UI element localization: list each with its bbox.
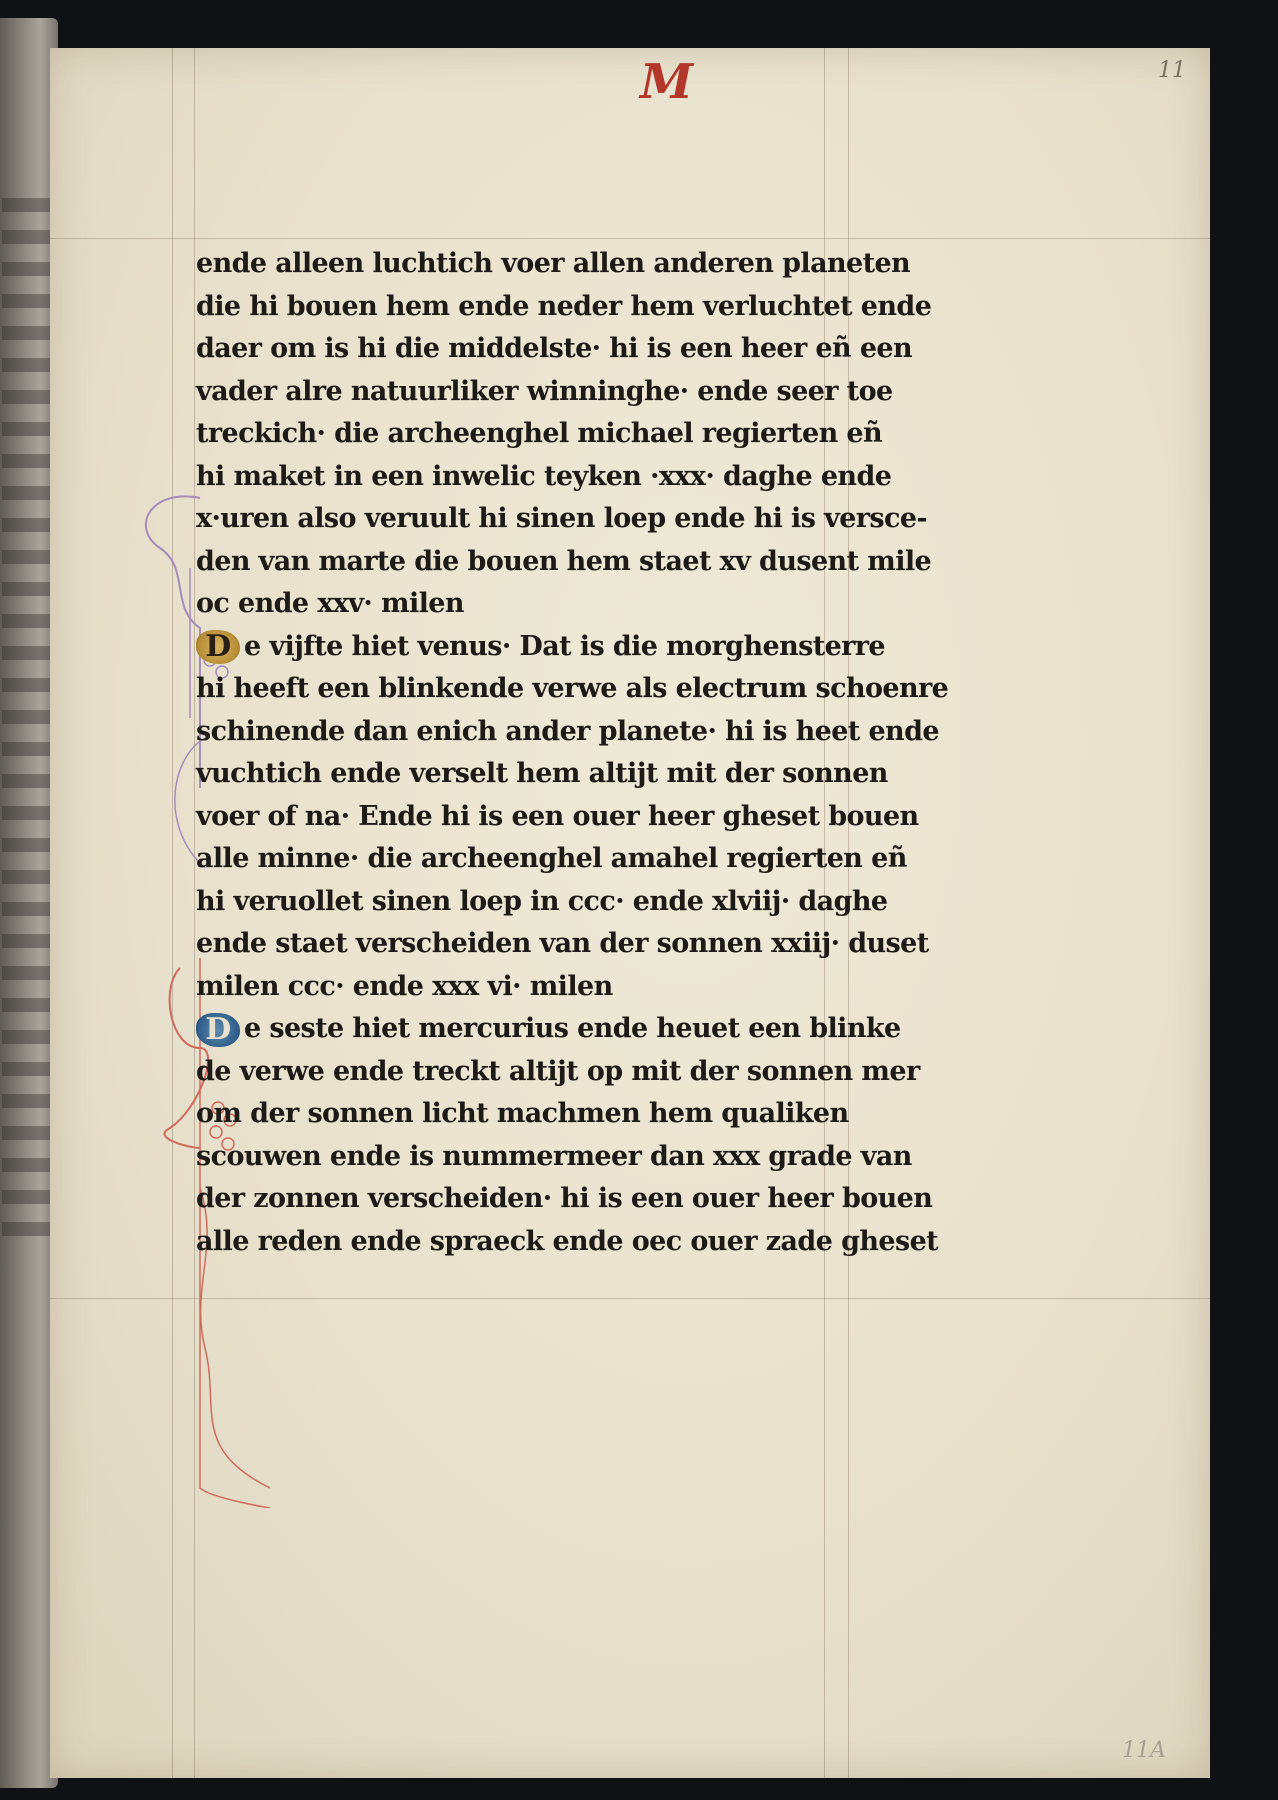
previous-page-text-bleed [2, 198, 54, 1248]
text-line: hi heeft een blinkende verwe als electrum schoenre [196, 673, 949, 704]
text-line: die hi bouen hem ende neder hem verluchtet ende [196, 290, 932, 322]
ruling-line-top [50, 238, 1210, 239]
text-line: e seste hiet mercurius ende heuet een blinke [244, 1013, 901, 1044]
text-line-with-initial [196, 626, 996, 669]
blue-initial-d: D [196, 1013, 240, 1047]
text-line: hi veruollet sinen loep in ccc· ende xlviij· daghe [196, 885, 888, 917]
text-line: alle reden ende spraeck ende oec ouer zade gheset [196, 1225, 939, 1257]
text-line: ende alleen luchtich voer allen anderen planeten [196, 248, 911, 279]
running-head-rubric: M [640, 54, 698, 110]
text-line: scouwen ende is nummermeer dan xxx grade van [196, 1140, 912, 1172]
shelf-mark: 11A [1122, 1738, 1166, 1763]
text-line: treckich· die archeenghel michael regierten eñ [196, 418, 883, 449]
text-line: x·uren also veruult hi sinen loep ende hi is versce- [196, 503, 928, 534]
folio-number: 11 [1158, 58, 1186, 83]
gold-initial-d: D [196, 630, 240, 664]
text-line: e vijfte hiet venus· Dat is die morghensterre [244, 630, 885, 662]
text-line: alle minne· die archeenghel amahel regierten eñ [196, 843, 907, 874]
manuscript-folio [50, 48, 1210, 1778]
text-line: vuchtich ende verselt hem altijt mit der sonnen [196, 758, 888, 789]
text-line-with-initial [196, 1008, 996, 1051]
text-line: oc ende xxv· milen [196, 588, 464, 619]
text-line: voer of na· Ende hi is een ouer heer gheset bouen [196, 800, 919, 832]
text-line: om der sonnen licht machmen hem qualiken [196, 1098, 849, 1129]
text-line: vader alre natuurliker winninghe· ende seer toe [196, 375, 893, 407]
main-text-column [196, 243, 996, 1263]
text-line: der zonnen verscheiden· hi is een ouer heer bouen [196, 1183, 933, 1214]
text-line: ende staet verscheiden van der sonnen xxiij· duset [196, 928, 929, 959]
text-line: schinende dan enich ander planete· hi is heet ende [196, 715, 939, 747]
text-line: den van marte die bouen hem staet xv dusent mile [196, 545, 932, 577]
text-line: milen ccc· ende xxx vi· milen [196, 970, 613, 1002]
text-line: daer om is hi die middelste· hi is een heer eñ een [196, 333, 913, 364]
text-line: de verwe ende treckt altijt op mit der sonnen mer [196, 1055, 920, 1087]
text-line: hi maket in een inwelic teyken ·xxx· daghe ende [196, 460, 892, 492]
